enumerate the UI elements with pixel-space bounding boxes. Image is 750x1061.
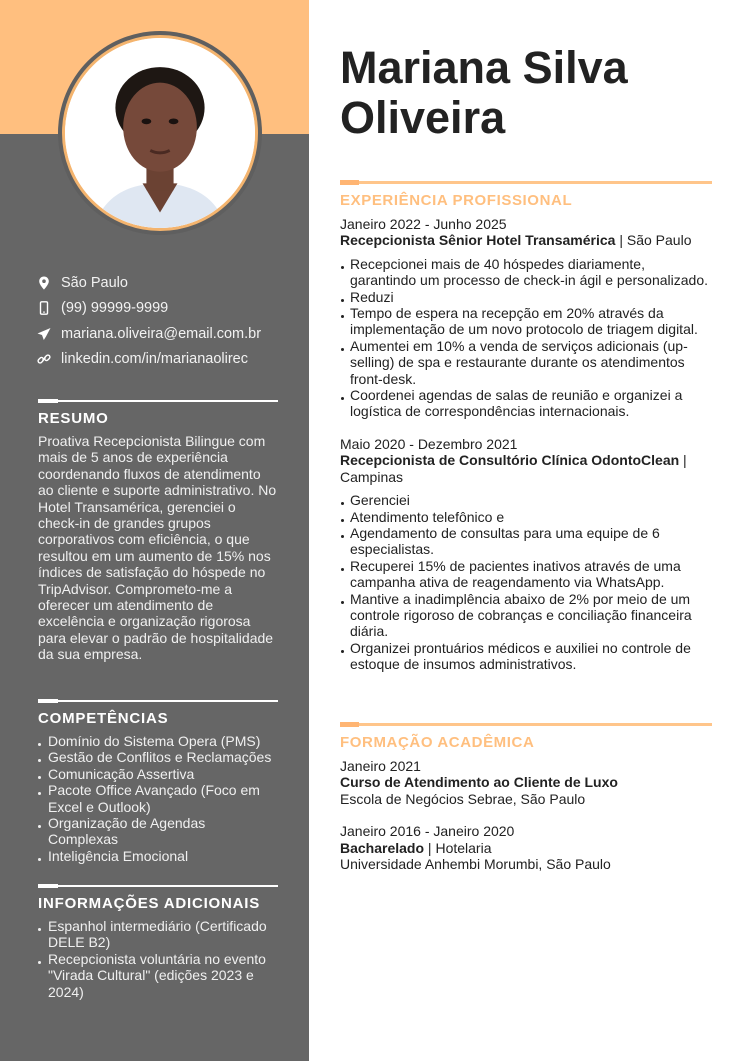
profile-photo-frame — [58, 31, 262, 235]
job-bullet: Atendimento telefônico e — [340, 509, 712, 525]
candidate-name: Mariana Silva Oliveira — [340, 42, 628, 143]
job-entry — [340, 216, 712, 420]
additional-info-section — [38, 884, 278, 1000]
profile-photo — [62, 35, 258, 231]
education-entry — [340, 758, 712, 807]
contact-email-link[interactable]: mariana.oliveira@email.com.br — [61, 325, 262, 342]
contact-email — [36, 321, 296, 347]
job-bullet: Mantive a inadimplência abaixo de 2% por meio de um controle rigoroso de cobranças e conciliação financeira diária. — [340, 591, 712, 640]
contact-phone-text[interactable]: (99) 99999-9999 — [61, 300, 169, 317]
skill-item: Gestão de Conflitos e Reclamações — [38, 749, 278, 765]
education-date: Janeiro 2021 — [340, 758, 421, 774]
section-divider — [38, 884, 278, 887]
summary-title: RESUMO — [38, 410, 109, 427]
education-institution: Universidade Anhembi Morumbi, São Paulo — [340, 856, 611, 873]
contact-linkedin-link[interactable]: linkedin.com/in/marianaolirec — [61, 351, 248, 368]
job-bullet: Recuperei 15% de pacientes inativos através de uma campanha ativa de reagendamento via WhatsApp. — [340, 558, 712, 591]
job-bullet: Aumentei em 10% a venda de serviços adicionais (up-selling) de spa e restaurante durante os atendimentos front-desk. — [340, 338, 712, 387]
education-title: FORMAÇÃO ACADÊMICA — [340, 734, 535, 751]
job-bullet: Agendamento de consultas para uma equipe de 6 especialistas. — [340, 525, 712, 558]
education-institution: Escola de Negócios Sebrae, São Paulo — [340, 790, 586, 807]
skill-item: Pacote Office Avançado (Foco em Excel e Outlook) — [38, 782, 278, 815]
section-divider — [340, 180, 712, 185]
mobile-phone-icon — [36, 300, 52, 316]
job-bullet: Recepcionei mais de 40 hóspedes diariamente, garantindo um processo de check-in ágil e personalizado. — [340, 256, 712, 289]
skill-item: Comunicação Assertiva — [38, 766, 278, 782]
education-degree: Curso de Atendimento ao Cliente de Luxo — [340, 774, 618, 791]
contact-location — [36, 270, 296, 296]
skills-section — [38, 699, 278, 864]
experience-title: EXPERIÊNCIA PROFISSIONAL — [340, 192, 573, 209]
job-date: Maio 2020 - Dezembro 2021 — [340, 435, 518, 452]
job-location: | São Paulo — [615, 232, 692, 249]
skill-item: Domínio do Sistema Opera (PMS) — [38, 733, 278, 749]
additional-info-title: INFORMAÇÕES ADICIONAIS — [38, 895, 261, 912]
education-date: Janeiro 2016 - Janeiro 2020 — [340, 823, 515, 840]
summary-text: Proativa Recepcionista Bilingue com mais de 5 anos de experiência coordenando fluxos de atendimento ao cliente e suporte administrativo. No Hotel Transamérica, gerenciei o check-in de grandes grupos corporativos com eficiência, o que resultou em um aumento de 15% nos índices de satisfação do hóspede no TripAdvisor. Comprometo-me a oferecer um atendimento de excelência e organização rigorosa para elevar o padrão de hospitalidade da sua empresa. — [38, 433, 277, 663]
job-bullet: Tempo de espera na recepção em 20% através da implementação de um novo protocolo de triagem digital. — [340, 305, 712, 338]
skills-title: COMPETÊNCIAS — [38, 710, 169, 727]
avatar — [65, 38, 255, 228]
experience-section — [340, 180, 712, 673]
contact-linkedin — [36, 347, 296, 373]
job-entry — [340, 436, 712, 673]
additional-info-item: Recepcionista voluntária no evento "Virada Cultural" (edições 2023 e 2024) — [38, 951, 278, 1000]
link-icon — [36, 351, 52, 367]
education-section — [340, 722, 712, 872]
job-bullets — [340, 256, 712, 420]
skill-item: Inteligência Emocional — [38, 848, 278, 864]
education-field: | Hotelaria — [424, 839, 492, 856]
job-bullet: Coordenei agendas de salas de reunião e organizei a logística de correspondências internacionais. — [340, 387, 712, 420]
sidebar — [0, 0, 309, 1061]
skill-item: Organização de Agendas Complexas — [38, 815, 278, 848]
section-divider — [38, 699, 278, 702]
job-bullets — [340, 492, 712, 672]
job-bullet: Organizei prontuários médicos e auxiliei no controle de estoque de insumos administrativos. — [340, 640, 712, 673]
location-pin-icon — [36, 275, 52, 291]
education-degree: Bacharelado — [340, 839, 425, 856]
contact-list — [36, 270, 296, 372]
job-bullet: Reduzi — [340, 289, 712, 305]
section-divider — [340, 722, 712, 727]
job-role: Recepcionista Sênior Hotel Transamérica — [340, 232, 616, 249]
section-divider — [38, 399, 278, 402]
summary-section — [38, 399, 278, 663]
paper-plane-icon — [36, 326, 52, 342]
job-location: | Campinas — [340, 452, 687, 485]
additional-info-item: Espanhol intermediário (Certificado DELE B2) — [38, 918, 278, 951]
job-date: Janeiro 2022 - Junho 2025 — [340, 216, 507, 232]
contact-location-text: São Paulo — [61, 274, 128, 291]
skills-list — [38, 733, 278, 864]
job-role: Recepcionista de Consultório Clínica OdontoClean — [340, 452, 680, 469]
additional-info-list — [38, 918, 278, 1000]
contact-phone — [36, 296, 296, 322]
education-entry — [340, 823, 712, 872]
job-bullet: Gerenciei — [340, 492, 712, 508]
